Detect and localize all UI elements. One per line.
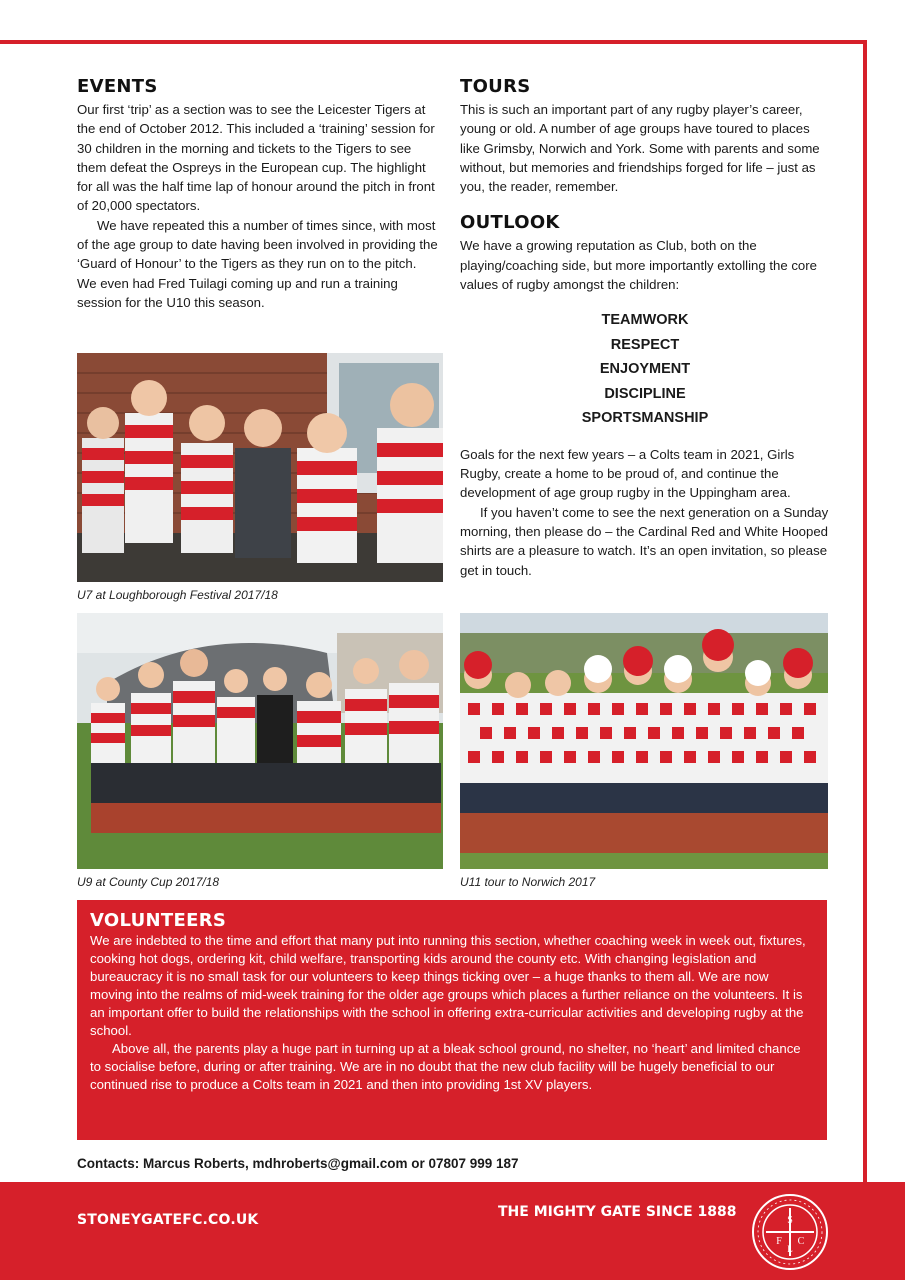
contacts-line: Contacts: Marcus Roberts, mdhroberts@gmail.com or 07807 999 187 <box>77 1156 519 1171</box>
svg-text:F: F <box>776 1236 782 1247</box>
website-link[interactable]: STONEYGATEFC.CO.UK <box>77 1212 259 1228</box>
outlook-goals-paragraph: Goals for the next few years – a Colts team in 2021, Girls Rugby, create a home to be proud of, and continue the development of age group rugby in the Uppingham area. <box>460 446 795 501</box>
footer-bar <box>0 1182 905 1280</box>
tours-outlook-section <box>460 76 830 580</box>
core-value: DISCIPLINE <box>604 385 686 402</box>
volunteers-paragraph-2: Above all, the parents play a huge part in turning up at a bleak school ground, no shelter, no ‘heart’ and limited chance to socialise before, during or after training. We are in no doubt that the new club facility will be hugely beneficial to our continued rise to produce a Colts team in 2021 and then into providing 1st XV players. <box>90 1041 801 1092</box>
tours-heading: TOURS <box>460 76 531 97</box>
core-value: ENJOYMENT <box>599 361 691 378</box>
photo-u7-loughborough <box>77 353 443 582</box>
tours-paragraph: This is such an important part of any rugby player’s career, young or old. A number of age groups have toured to places like Grimsby, Norwich and York. Some with parents and some without, but memories and friendships forged for life – just as you, the reader, remember. <box>460 102 820 195</box>
volunteers-heading: VOLUNTEERS <box>90 910 227 931</box>
photo-u9-county-cup <box>77 613 443 869</box>
volunteers-paragraph-1: We are indebted to the time and effort that many put into running this section, whether coaching week in week out, fixtures, cooking hot dogs, ordering kit, child welfare, transporting kids around the county etc. With changing legislation and bureaucracy it is no small task for our volunteers to keep things ticking over – a huge thanks to them all. We are now moving into the realms of mid-week training for the older age groups which places a further reliance on the volunteers. It is an important offer to build the relationships with the school in offering extra-curricular activities and developing rugby at the school. <box>90 933 806 1038</box>
svg-text:L: L <box>787 1244 793 1254</box>
events-paragraph-1: Our first ‘trip’ as a section was to see the Leicester Tigers at the end of October 2012. This included a ‘training’ session for 30 children in the morning and tickets to the Tigers to see them defeat the Ospreys in the European cup. The highlight for all was the half time lap of honour around the pitch in front of 20,000 spectators. <box>77 102 435 214</box>
outlook-invitation-paragraph: If you haven’t come to see the next generation on a Sunday morning, then please do – the Cardinal Red and White Hooped shirts are a pleasure to watch. It’s an open invitation, so please get in touch. <box>460 504 829 578</box>
caption-photo-2: U9 at County Cup 2017/18 <box>77 875 220 889</box>
core-value: TEAMWORK <box>601 312 689 329</box>
page-frame-right <box>863 40 867 1190</box>
volunteers-panel <box>77 900 827 1140</box>
events-heading: EVENTS <box>77 76 158 97</box>
caption-photo-1: U7 at Loughborough Festival 2017/18 <box>77 588 278 602</box>
outlook-paragraph: We have a growing reputation as Club, both on the playing/coaching side, but more importantly extolling the core values of rugby amongst the children: <box>460 238 817 293</box>
core-value: RESPECT <box>610 336 680 353</box>
footer-tagline: THE MIGHTY GATE SINCE 1888 <box>498 1204 737 1220</box>
club-seal-logo <box>750 1192 830 1272</box>
events-paragraph-2: We have repeated this a number of times since, with most of the age group to date having been involved in providing the ‘Guard of Honour’ to the Tigers as they run on to the pitch. We even had Fred Tuilagi coming up and run a training session for the U10 this season. <box>77 217 438 310</box>
svg-text:S: S <box>787 1215 793 1226</box>
core-values-list <box>460 308 830 431</box>
page-frame-top <box>0 40 867 44</box>
events-section <box>77 76 439 312</box>
outlook-heading: OUTLOOK <box>460 212 560 234</box>
core-value: SPORTSMANSHIP <box>581 410 709 427</box>
svg-text:C: C <box>797 1236 805 1247</box>
photo-u11-norwich <box>460 613 828 869</box>
caption-photo-3: U11 tour to Norwich 2017 <box>460 875 596 889</box>
